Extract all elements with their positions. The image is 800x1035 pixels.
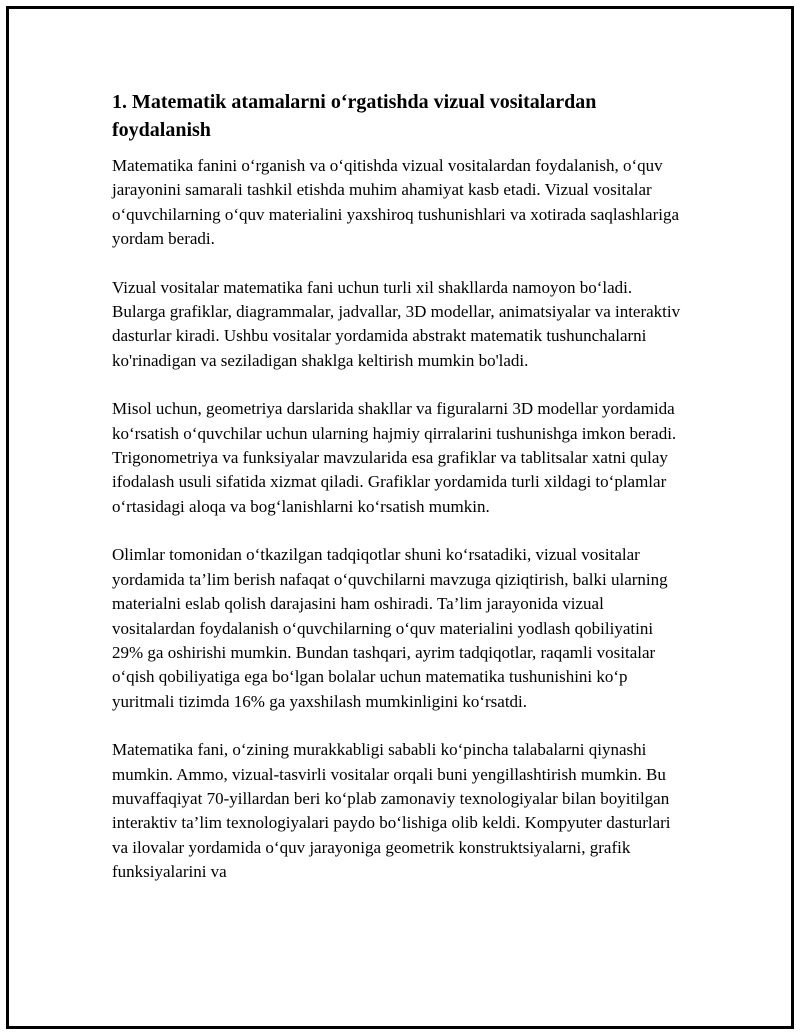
section-heading: 1. Matematik atamalarni o‘rgatishda vizual vositalardan foydalanish [112, 91, 597, 141]
paragraph-5: Matematika fani, o‘zining murakkabligi sababli ko‘pincha talabalarni qiynashi mumkin. Ammo, vizual-tasvirli vositalar orqali buni yengillashtirish mumkin. Bu muvaffaqiyat 70-yillardan beri ko‘plab zamonaviy texnologiyalar bilan boyitilgan interaktiv ta’lim texnologiyalari paydo bo‘lishiga olib keldi. Kompyuter dasturlari va ilovalar yordamida o‘quv jarayoniga geometrik konstruktsiyalarni, grafik funksiyalarini va [112, 740, 671, 882]
paragraph-2: Vizual vositalar matematika fani uchun turli xil shakllarda namoyon bo‘ladi. Bularga grafiklar, diagrammalar, jadvallar, 3D modellar, animatsiyalar va interaktiv dasturlar kiradi. Ushbu vositalar yordamida abstrakt matematik tushunchalarni ko'rinadigan va seziladigan shaklga keltirish mumkin bo'ladi. [112, 277, 681, 370]
paragraph-4: Olimlar tomonidan o‘tkazilgan tadqiqotlar shuni ko‘rsatadiki, vizual vositalar yordamida ta’lim berish nafaqat o‘quvchilarni mavzuga qiziqtirish, balki ularning materialni eslab qolish darajasini ham oshiradi. Ta’lim jarayonida vizual vositalardan foydalanish o‘quvchilarning o‘quv materialini yodlash qobiliyatini 29% ga oshirishi mumkin. Bundan tashqari, ayrim tadqiqotlar, raqamli vositalar o‘qish qobiliyatiga ega bo‘lgan bolalar uchun matematika tushunishini ko‘p yuritmali tizimda 16% ga yaxshilash mumkinligini ko‘rsatdi. [112, 545, 668, 711]
paragraph-1: Matematika fanini o‘rganish va o‘qitishda vizual vositalardan foydalanish, o‘quv jarayonini samarali tashkil etishda muhim ahamiyat kasb etadi. Vizual vositalar o‘quvchilarning o‘quv materialini yaxshiroq tushunishlari va xotirada saqlashlariga yordam beradi. [112, 156, 679, 249]
document-body [112, 88, 687, 909]
paragraph-3: Misol uchun, geometriya darslarida shakllar va figuralarni 3D modellar yordamida ko‘rsatish o‘quvchilar uchun ularning hajmiy qirralarini tushunishga imkon beradi. Trigonometriya va funksiyalar mavzularida esa grafiklar va tablitsalar xatni qulay ifodalash usuli sifatida xizmat qiladi. Grafiklar yordamida turli xildagi to‘plamlar o‘rtasidagi aloqa va bog‘lanishlarni ko‘rsatish mumkin. [112, 399, 677, 516]
